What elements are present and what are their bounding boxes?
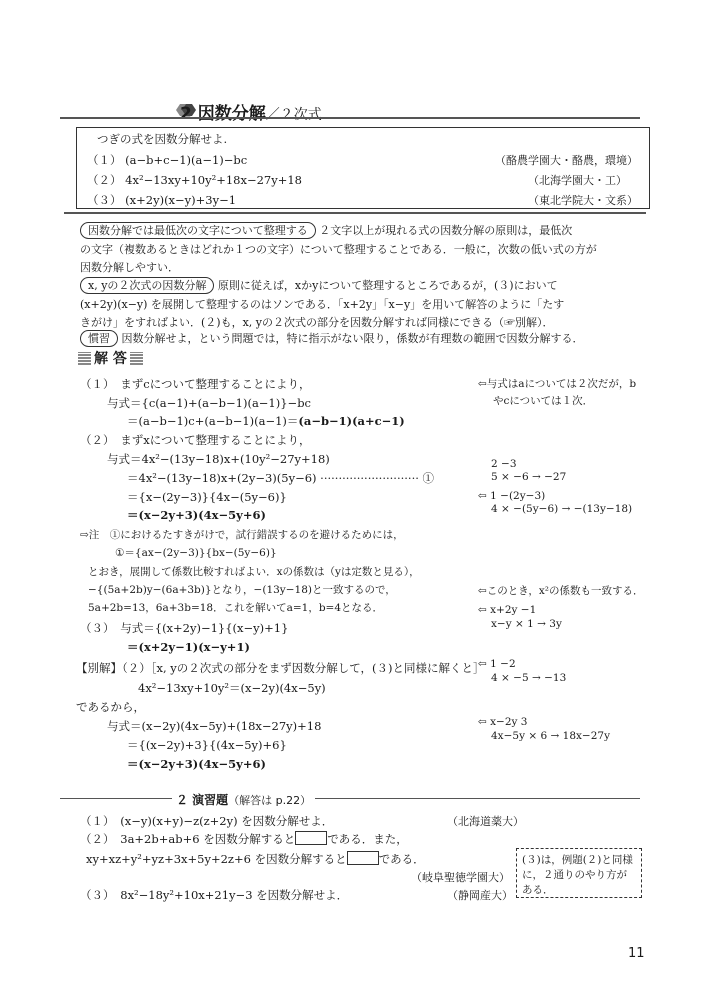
answer-2-step-2: ＝4x²−(13y−18)x+(2y−3)(5y−6) ··························· ①	[127, 471, 435, 485]
hint-2-line-3: きがけ」をすればよい．(２)も，x, yの２次式の部分を因数分解すれば同様にできる（☞別解）．	[80, 316, 554, 329]
note-2a: 2 −3	[491, 458, 517, 470]
section-title	[180, 99, 322, 124]
note-4: ⇦このとき，x²の係数も一致する．	[478, 585, 644, 597]
note-1a: ⇦与式はaについては２次だが，b	[478, 378, 637, 390]
hint-tag-2: x, yの２次式の因数分解	[80, 277, 214, 294]
answer-blank-1[interactable]	[295, 831, 327, 845]
comment-2: ①＝{ax−(2y−3)}{bx−(5y−6)}	[115, 547, 277, 559]
exercise-1: （１） (x−y)(x+y)−z(z+2y) を因数分解せよ．	[80, 814, 334, 828]
section-number: 2	[180, 104, 192, 124]
comment-4: −{(5a+2b)y−(6a+3b)}となり，−(13y−18)と一致するので，	[88, 584, 396, 596]
alt-step-1: 4x²−13xy+10y²＝(x−2y)(4x−5y)	[138, 681, 326, 695]
exercise-3-source: （静岡産大）	[447, 889, 513, 902]
box-rule	[64, 212, 646, 214]
alt-step-2: であるから，	[76, 700, 145, 714]
exercise-2-line-2: xy+xz+y²+yz+3x+5y+2z+6 を因数分解すると である．	[86, 852, 425, 866]
hint-3: 慣習 因数分解せよ，という問題では，特に指示がない限り，係数が有理数の範囲で因数分解する．	[80, 330, 584, 347]
problem-item-2: （２） 4x²−13xy+10y²+18x−27y+18	[87, 173, 302, 187]
answer-1-step-1: 与式＝{c(a−1)+(a−b−1)(a−1)}−bc	[107, 396, 311, 410]
exercise-rule	[60, 798, 640, 799]
comment-5: 5a+2b=13，6a+3b=18．これを解いてa=1，b=4となる．	[88, 602, 384, 614]
comment-1: ⇨注 ①におけるたすきがけで，試行錯誤するのを避けるためには，	[80, 529, 404, 541]
answer-3-step-1: （３） 与式＝{(x+2y)−1}{(x−y)+1}	[80, 621, 289, 635]
comment-3: とおき，展開して係数比較すればよい．xの係数は（yは定数と見る），	[88, 566, 420, 578]
note-3a: ⇦ 1 −(2y−3)	[478, 490, 546, 502]
note-5b: x−y × 1 → 3y	[491, 618, 562, 630]
answer-2-step-3: ＝{x−(2y−3)}{4x−(5y−6)}	[127, 490, 287, 504]
problem-source-3: （東北学院大・文系）	[528, 194, 638, 207]
answer-1-intro: （１） まずcについて整理することにより，	[80, 377, 311, 391]
hint-2: x, yの２次式の因数分解 原則に従えば，xかyについて整理するところであるが，(３)において	[80, 277, 558, 294]
hint-tag-1: 因数分解では最低次の文字について整理する	[80, 222, 316, 239]
exercise-hint-box: (３)は，例題(２)と同様に，２通りのやり方がある．	[516, 848, 642, 898]
hint-1-line-3: 因数分解しやすい．	[80, 261, 179, 274]
note-7b: 4x−5y × 6 → 18x−27y	[491, 730, 611, 742]
problem-source-2: （北海学園大・工）	[528, 174, 627, 187]
note-6a: ⇦ 1 −2	[478, 658, 516, 670]
problem-intro: つぎの式を因数分解せよ.	[97, 132, 228, 146]
alt-step-4: ＝{(x−2y)+3}{(4x−5y)+6}	[127, 738, 287, 752]
problem-item-1: （１） (a−b+c−1)(a−1)−bc	[87, 153, 248, 167]
answer-2-result: ＝(x−2y+3)(4x−5y+6)	[127, 508, 266, 522]
exercise-title: ２ 演習題	[176, 793, 229, 807]
alt-step-3: 与式＝(x−2y)(4x−5y)+(18x−27y)+18	[107, 719, 322, 733]
note-6b: 4 × −5 → −13	[491, 672, 567, 684]
note-1b: やcについては１次．	[493, 395, 594, 407]
section-subtitle: ／２次式	[265, 107, 322, 123]
problem-item-3: （３） (x+2y)(x−y)+3y−1	[87, 193, 237, 207]
answer-1-result: (a−b−1)(a+c−1)	[298, 414, 405, 428]
answer-2-intro: （２） まずxについて整理することにより，	[80, 433, 311, 447]
problem-source-1: （酪農学園大・酪農，環境）	[495, 154, 638, 167]
answer-blank-2[interactable]	[347, 851, 379, 865]
section-title-text: 因数分解	[197, 104, 266, 124]
hint-tag-3: 慣習	[80, 330, 118, 347]
exercise-1-source: （北海道薬大）	[447, 815, 524, 828]
exercise-3: （３） 8x²−18y²+10x+21y−3 を因数分解せよ．	[80, 888, 349, 902]
exercise-heading	[172, 791, 315, 808]
answer-3-result: ＝(x+2y−1)(x−y+1)	[127, 640, 250, 654]
hint-2-line-2: (x+2y)(x−y) を展開して整理するのはソンである．「x+2y」「x−y」を用いて解答のように「たす	[80, 298, 565, 311]
section-rule	[60, 117, 640, 119]
answer-2-step-1: 与式＝4x²−(13y−18)x+(10y²−27y+18)	[107, 452, 330, 466]
page-number: 11	[628, 946, 645, 961]
note-2b: 5 × −6 → −27	[491, 471, 567, 483]
hint-1-line-2: の文字（複数あるときはどれか１つの文字）について整理することである．一般に，次数の低い式の方が	[80, 243, 597, 256]
answer-1-step-2: ＝(a−b−1)c+(a−b−1)(a−1)＝(a−b−1)(a+c−1)	[127, 414, 405, 428]
alt-result: ＝(x−2y+3)(4x−5y+6)	[127, 757, 266, 771]
hint-1: 因数分解では最低次の文字について整理する ２文字以上が現れる式の因数分解の原則は，最低次	[80, 222, 572, 239]
exercise-ref: （解答は p.22）	[228, 794, 312, 807]
answer-heading: 解 答	[75, 348, 146, 368]
exercise-2: （２） 3a+2b+ab+6 を因数分解すると である．また，	[80, 832, 408, 846]
alt-intro: 【別解】（２）［x, yの２次式の部分をまず因数分解して，(３)と同様に解くと］	[76, 661, 485, 675]
note-7a: ⇦ x−2y 3	[478, 716, 528, 728]
note-5a: ⇦ x+2y −1	[478, 604, 537, 616]
note-3b: 4 × −(5y−6) → −(13y−18)	[491, 503, 633, 515]
exercise-2-source: （岐阜聖徳学園大）	[411, 871, 510, 884]
